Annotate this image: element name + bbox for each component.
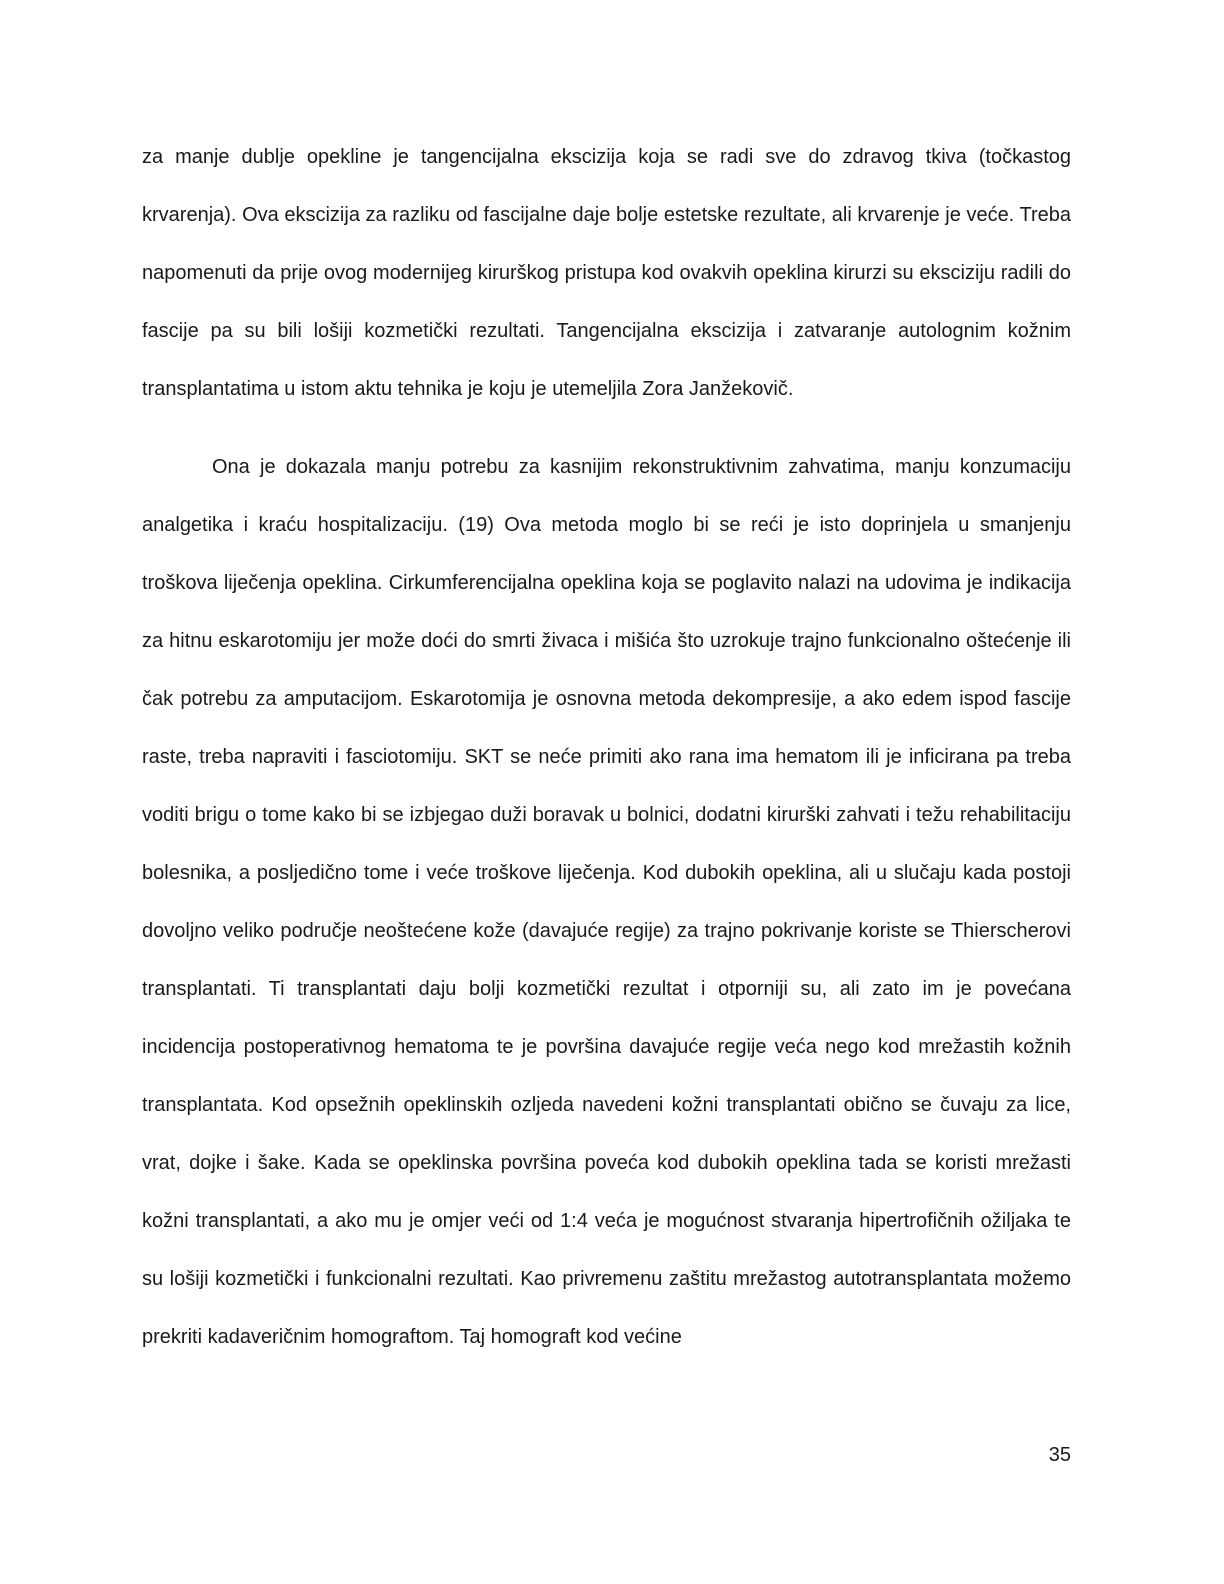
page-number: 35 xyxy=(1048,1444,1071,1466)
body-paragraph-1: za manje dublje opekline je tangencijalna ekscizija koja se radi sve do zdravog tkiva (točkastog krvarenja). Ova ekscizija za razliku od fascijalne daje bolje estetske rezultate, ali krvarenje je veće. Treba napomenuti da prije ovog modernijeg kirurškog pristupa kod ovakvih opeklina kirurzi su eksciziju radili do fascije pa su bili lošiji kozmetički rezultati. Tangencijalna ekscizija i zatvaranje autolognim kožnim transplantatima u istom aktu tehnika je koju je utemeljila Zora Janžekovič. xyxy=(142,146,1071,400)
body-paragraph-2: Ona je dokazala manju potrebu za kasnijim rekonstruktivnim zahvatima, manju konzumaciju analgetika i kraću hospitalizaciju. (19) Ova metoda moglo bi se reći je isto doprinjela u smanjenju troškova liječenja opeklina. Cirkumferencijalna opeklina koja se poglavito nalazi na udovima je indikacija za hitnu eskarotomiju jer može doći do smrti živaca i mišića što uzrokuje trajno funkcionalno oštećenje ili čak potrebu za amputacijom. Eskarotomija je osnovna metoda dekompresije, a ako edem ispod fascije raste, treba napraviti i fasciotomiju. SKT se neće primiti ako rana ima hematom ili je inficirana pa treba voditi brigu o tome kako bi se izbjegao duži boravak u bolnici, dodatni kirurški zahvati i težu rehabilitaciju bolesnika, a posljedično tome i veće troškove liječenja. Kod dubokih opeklina, ali u slučaju kada postoji dovoljno veliko područje neoštećene kože (davajuće regije) za trajno pokrivanje koriste se Thierscherovi transplantati. Ti transplantati daju bolji kozmetički rezultat i otporniji su, ali zato im je povećana incidencija postoperativnog hematoma te je površina davajuće regije veća nego kod mrežastih kožnih transplantata. Kod opsežnih opeklinskih ozljeda navedeni kožni transplantati obično se čuvaju za lice, vrat, dojke i šake. Kada se opeklinska površina poveća kod dubokih opeklina tada se koristi mrežasti kožni transplantati, a ako mu je omjer veći od 1:4 veća je mogućnost stvaranja hipertrofičnih ožiljaka te su lošiji kozmetički i funkcionalni rezultati. Kao privremenu zaštitu mrežastog autotransplantata možemo prekriti kadaveričnim homograftom. Taj homograft kod većine xyxy=(142,456,1071,1348)
